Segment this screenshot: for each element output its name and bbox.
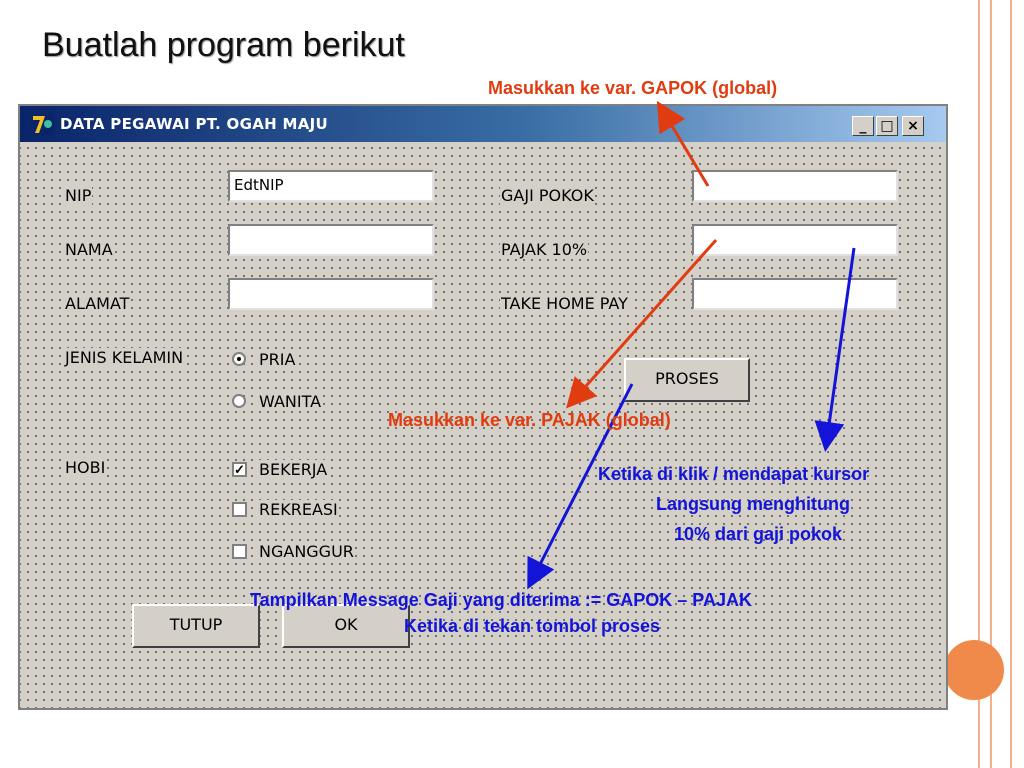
checkbox-bekerja-label: BEKERJA — [259, 460, 328, 479]
minimize-button[interactable]: _ — [852, 116, 874, 136]
jenis-kelamin-label: JENIS KELAMIN — [65, 348, 184, 367]
checkbox-rekreasi-label: REKREASI — [259, 500, 338, 519]
tutup-button[interactable]: TUTUP — [132, 604, 260, 648]
message-note-line2: Ketika di tekan tombol proses — [404, 616, 661, 636]
radio-pria-label: PRIA — [259, 350, 296, 369]
message-note-line1: Tampilkan Message Gaji yang diterima := GAPOK – PAJAK — [250, 590, 752, 610]
take-home-label: TAKE HOME PAY — [501, 294, 628, 313]
kursor-note-line2: Langsung menghitung — [656, 494, 850, 514]
arrow-kursor — [826, 248, 854, 446]
alamat-label: ALAMAT — [65, 294, 130, 313]
maximize-button[interactable]: □ — [876, 116, 898, 136]
hobi-label: HOBI — [65, 458, 106, 477]
checkbox-nganggur-label: NGANGGUR — [259, 542, 354, 561]
nip-input[interactable]: EdtNIP — [228, 170, 434, 202]
kursor-note-line3: 10% dari gaji pokok — [674, 524, 843, 544]
gapok-note: Masukkan ke var. GAPOK (global) — [488, 78, 778, 98]
gaji-pokok-label: GAJI POKOK — [501, 186, 594, 205]
slide-title: Buatlah program berikut — [42, 26, 405, 64]
pajak-label: PAJAK 10% — [501, 240, 588, 259]
radio-wanita-label: WANITA — [259, 392, 322, 411]
pajak-note: Masukkan ke var. PAJAK (global) — [388, 410, 671, 430]
arrow-gapok — [660, 106, 708, 186]
nama-label: NAMA — [65, 240, 113, 259]
arrow-pajak — [570, 240, 716, 404]
close-button[interactable]: × — [902, 116, 924, 136]
checkbox-bekerja[interactable]: ✓ — [232, 462, 247, 477]
kursor-note-line1: Ketika di klik / mendapat kursor — [598, 464, 870, 484]
window-title: DATA PEGAWAI PT. OGAH MAJU — [60, 115, 328, 133]
nip-label: NIP — [65, 186, 92, 205]
ok-button[interactable]: OK — [282, 604, 410, 648]
proses-button[interactable]: PROSES — [624, 358, 750, 402]
